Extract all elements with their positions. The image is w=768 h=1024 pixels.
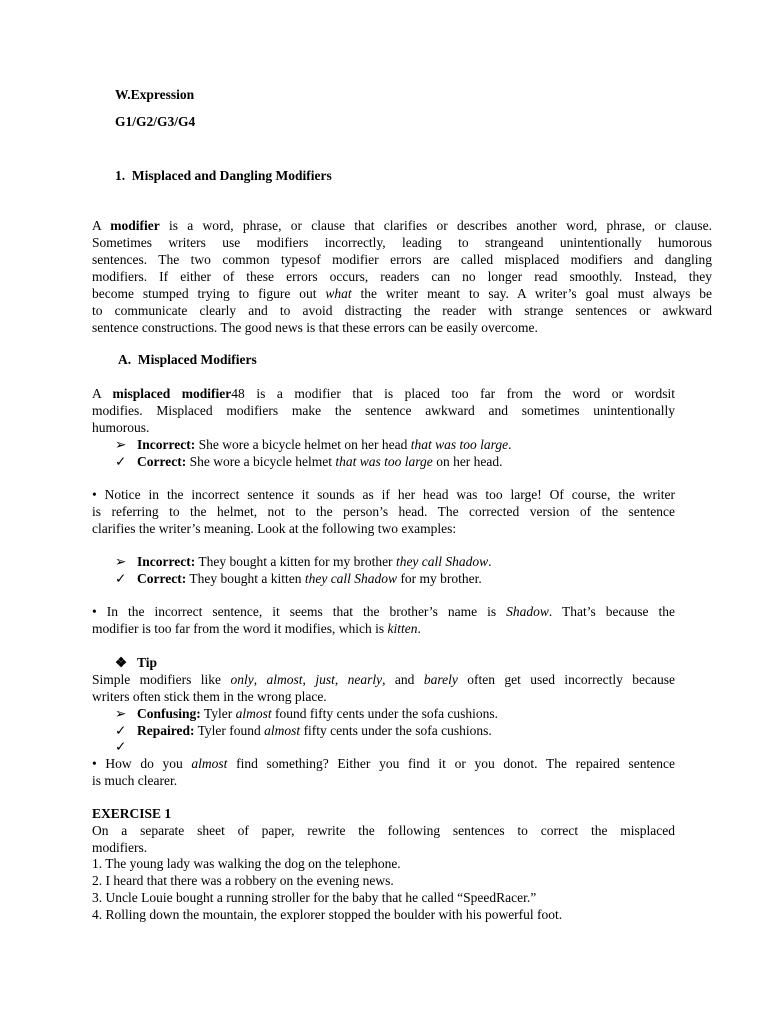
exercise-instruction: modifiers. [92,840,148,855]
intro-line: modifiers. If either of these errors occurs, readers can no longer read smoothly. Instead, they [92,269,712,284]
diamond-bullet-icon: ❖ [115,655,128,670]
term-misplaced-modifier: misplaced modifier [112,386,232,401]
intro-line: become stumped trying to figure out what the writer meant to say. A writer’s goal must always be [92,286,712,301]
checkmark-icon: ✓ [115,454,127,469]
example-repaired: ✓ Repaired: Tyler found almost fifty cents under the sofa cushions. [115,723,492,738]
exercise-item: 3. Uncle Louie bought a running stroller for the baby that he called “SpeedRacer.” [92,890,537,905]
example-correct: ✓ Correct: They bought a kitten they call Shadow for my brother. [115,571,482,586]
intro-line: Sometimes writers use modifiers incorrectly, leading to strangeand unintentionally humorous [92,235,712,250]
course-title: W.Expression [115,87,195,102]
tip-line: Simple modifiers like only, almost, just, nearly, and barely often get used incorrectly because [92,672,676,687]
term-modifier: modifier [110,218,160,233]
intro-line: sentences. The two common typesof modifier errors are called misplaced modifiers and dangling [92,252,712,267]
intro-line: to communicate clearly and to avoid distracting the reader with strange sentences or awkward [92,303,712,318]
intro-line: A modifier is a word, phrase, or clause that clarifies or describes another word, phrase, or clause. [92,218,712,233]
example-incorrect: ➢ Incorrect: They bought a kitten for my brother they call Shadow. [115,554,492,569]
section-heading-a: A. Misplaced Modifiers [118,352,257,367]
arrow-bullet-icon: ➢ [115,554,127,569]
arrow-bullet-icon: ➢ [115,706,127,721]
tip-line: writers often stick them in the wrong place. [92,689,327,704]
document-page: W.Expression G1/G2/G3/G4 1. Misplaced and Dangling Modifiers A modifier is a word, phrase, or clause that clarifies or describes another word, phrase, or clause. Sometimes writers use modifiers incorrectly, leading to strangeand unintentionally humorous sentences. The two common typesof modifier errors are called misplaced modifiers and dangling modifiers. If either of these errors occurs, readers can no longer read smoothly. Instead, they become stumped trying to figure out what the writer meant to say. A writer’s goal must always be to communicate clearly and to avoid distracting the reader with strange sentences or awkward sentence constructions. The good news is that these errors can be easily overcome. A. Misplaced Modifiers A misplaced modifier48 is a modifier that is placed too far from the word or wordsit modifies. Misplaced modifiers make the sentence awkward and sometimes unintentionally humorous. ➢ Incorrect: She wore a bicycle helmet on her head that was too large. ✓ Correct: She wore a bicycle helmet that was too large on her head. • Notice in the incorrect sentence it sounds as if her head was too large! Of course, the writer is referring to the helmet, not to the person’s head. The corrected version of the sentence clarifies the writer’s meaning. Look at the following two examples: ➢ Incorrect: They bought a kitten for my brother they call Shadow. ✓ Correct: They bought a kitten they call Shadow for my brother. • In the incorrect sentence, it seems that the brother’s name is Shadow. That’s because the modifier is too far from the word it modifies, which is kitten. ❖ Tip Simple modifiers like only, almost, just, nearly, and barely often get used incorrectly because writers often stick them in the wrong place. ➢ Confusing: Tyler almost found fifty cents under the sofa cushions. ✓ Repaired: Tyler found almost fifty cents under the sofa cushions. ✓ • How do you almost find something? Either you find it or you donot. The repaired sentence is much clearer. EXERCISE 1 On a separate sheet of paper, rewrite the following sentences to correct the misplaced modifiers. 1. The young lady was walking the dog on the telephone. 2. I heard that there was a robbery on the evening news. 3. Uncle Louie bought a running stroller for the baby that he called “SpeedRacer.” 4. Rolling down the mountain, the explorer stopped the boulder with his powerful foot. [92,87,712,922]
intro-line: sentence constructions. The good news is that these errors can be easily overcome. [92,320,538,335]
exercise-item: 2. I heard that there was a robbery on the evening news. [92,873,394,888]
exercise-item: 1. The young lady was walking the dog on the telephone. [92,856,401,871]
group-codes: G1/G2/G3/G4 [115,114,196,129]
example-incorrect: ➢ Incorrect: She wore a bicycle helmet on her head that was too large. [115,437,512,452]
section-title: Misplaced and Dangling Modifiers [131,168,332,183]
arrow-bullet-icon: ➢ [115,437,127,452]
definition-line: A misplaced modifier48 is a modifier that is placed too far from the word or wordsit [92,386,675,401]
definition-line: humorous. [92,420,150,435]
example-correct: ✓ Correct: She wore a bicycle helmet that was too large on her head. [115,454,503,469]
exercise-item: 4. Rolling down the mountain, the explorer stopped the boulder with his powerful foot. [92,907,563,922]
checkmark-icon: ✓ [115,571,127,586]
checkmark-icon: ✓ [115,723,127,738]
empty-check-item [115,738,137,755]
exercise-instruction: On a separate sheet of paper, rewrite the following sentences to correct the misplaced [92,823,675,838]
exercise-title: EXERCISE 1 [92,806,172,821]
tip-heading: ❖ Tip [115,655,158,670]
example-confusing: ➢ Confusing: Tyler almost found fifty cents under the sofa cushions. [115,706,499,721]
checkmark-icon: ✓ [115,739,127,754]
section-number: 1. [115,168,126,183]
section-heading-1 [115,167,332,184]
definition-line: modifies. Misplaced modifiers make the sentence awkward and sometimes unintentionally [92,403,675,418]
